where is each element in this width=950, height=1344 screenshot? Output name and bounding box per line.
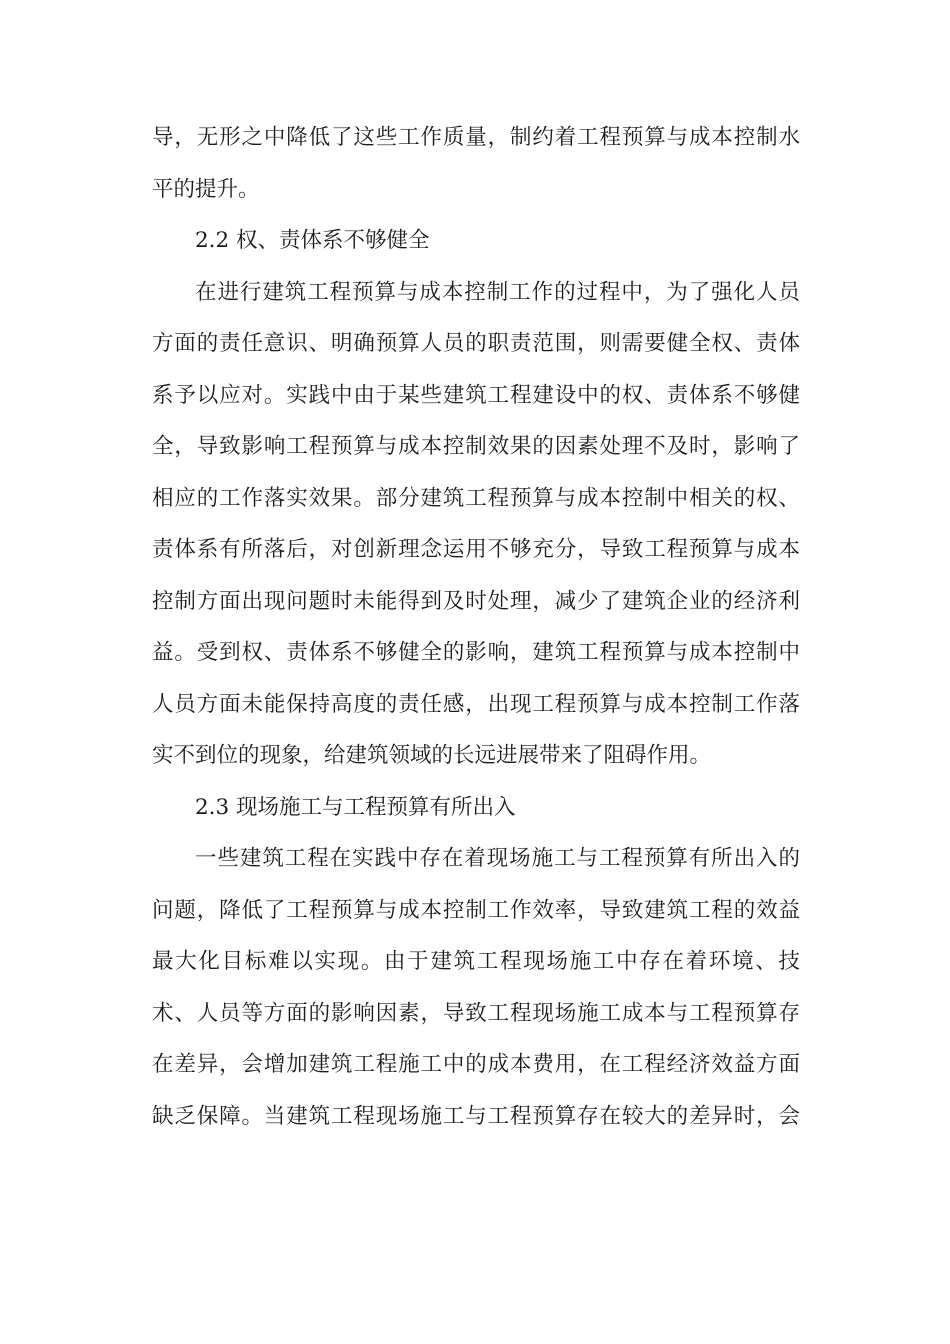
text-line: 责体系有所落后，对创新理念运用不够充分，导致工程预算与成本 — [152, 537, 800, 562]
text-line: 在进行建筑工程预算与成本控制工作的过程中，为了强化人员 — [195, 279, 800, 305]
text-line: 实不到位的现象，给建筑领域的长远进展带来了阻碍作用。 — [152, 743, 712, 768]
text-line: 平的提升。 — [152, 176, 260, 202]
body-text — [152, 112, 800, 1142]
text-line: 全，导致影响工程预算与成本控制效果的因素处理不及时，影响了 — [152, 434, 800, 459]
text-line: 益。受到权、责体系不够健全的影响，建筑工程预算与成本控制中 — [152, 640, 800, 665]
section-heading: 2.2 权、责体系不够健全 — [195, 228, 430, 253]
text-line: 方面的责任意识、明确预算人员的职责范围，则需要健全权、责体 — [152, 331, 800, 356]
section-heading: 2.3 现场施工与工程预算有所出入 — [195, 794, 516, 820]
text-line: 一些建筑工程在实践中存在着现场施工与工程预算有所出入的 — [195, 846, 800, 871]
text-line: 控制方面出现问题时未能得到及时处理，减少了建筑企业的经济利 — [152, 588, 800, 614]
text-line: 术、人员等方面的影响因素，导致工程现场施工成本与工程预算存 — [152, 1000, 800, 1026]
text-line: 缺乏保障。当建筑工程现场施工与工程预算存在较大的差异时，会 — [152, 1103, 800, 1129]
text-line: 人员方面未能保持高度的责任感，出现工程预算与成本控制工作落 — [152, 691, 800, 717]
text-line: 相应的工作落实效果。部分建筑工程预算与成本控制中相关的权、 — [152, 485, 800, 511]
text-line: 系予以应对。实践中由于某些建筑工程建设中的权、责体系不够健 — [152, 382, 800, 408]
text-line: 在差异，会增加建筑工程施工中的成本费用，在工程经济效益方面 — [152, 1052, 800, 1077]
text-line: 导，无形之中降低了这些工作质量，制约着工程预算与成本控制水 — [152, 125, 800, 150]
text-line: 最大化目标难以实现。由于建筑工程现场施工中存在着环境、技 — [152, 949, 800, 974]
text-line: 问题，降低了工程预算与成本控制工作效率，导致建筑工程的效益 — [152, 897, 800, 923]
